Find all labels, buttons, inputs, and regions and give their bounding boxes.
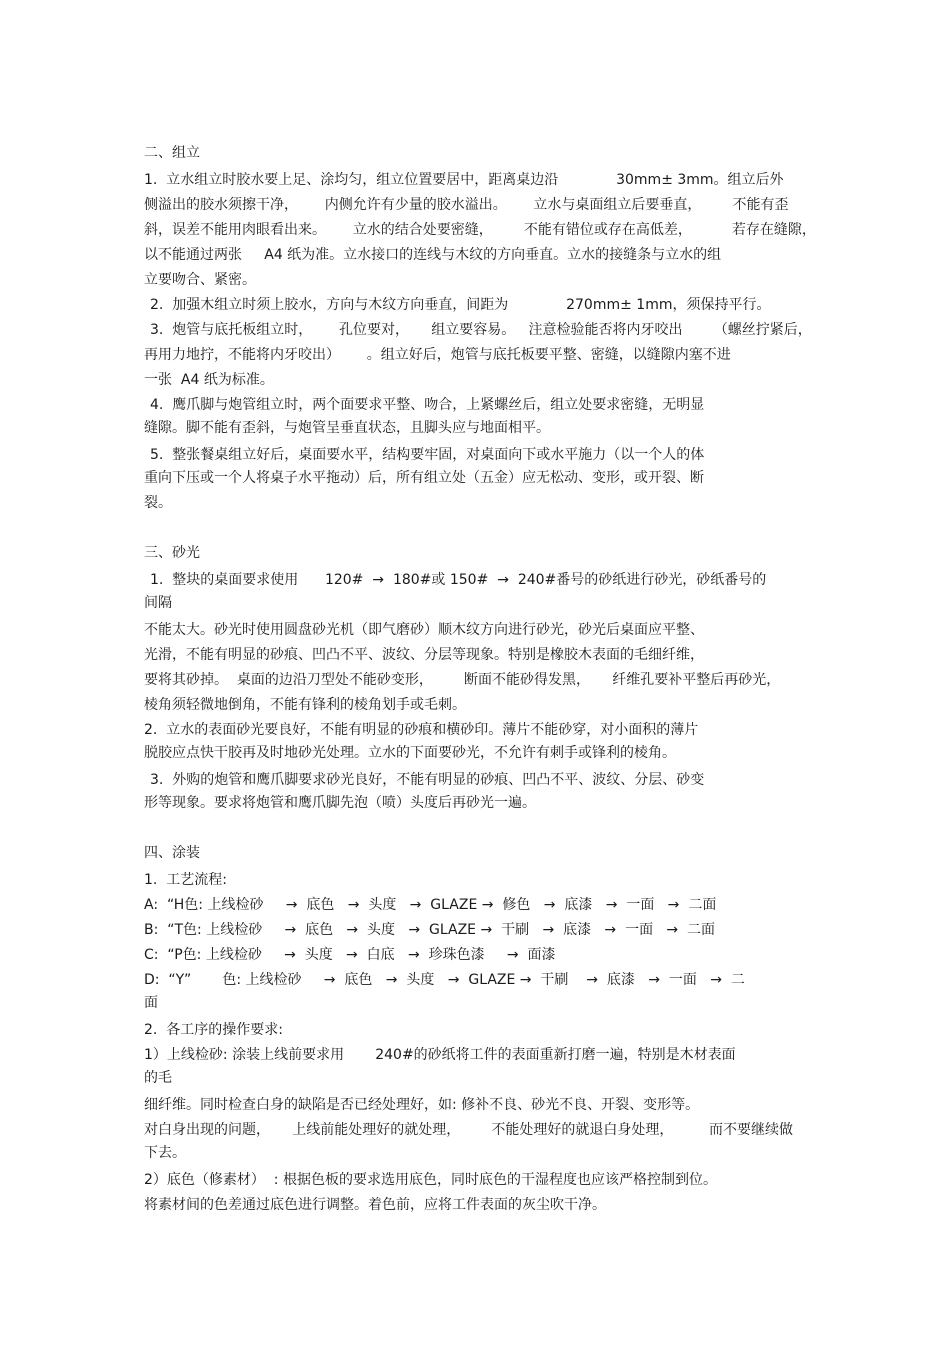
paragraph-line: 2）底色（修素材） : 根据色板的要求选用底色，同时底色的干湿程度也应该严格控制到位。 — [144, 1172, 717, 1188]
paragraph-line: 斜，误差不能用肉眼看出来。 立水的结合处要密缝， 不能有错位或存在高低差， 若存在缝隙， — [144, 222, 816, 238]
paragraph-line: 一张 A4 纸为标准。 — [144, 372, 274, 388]
paragraph-line: 重向下压或一个人将桌子水平拖动）后，所有组立处（五金）应无松动、变形，或开裂、断 — [144, 470, 704, 486]
process-line-b: B: “T色: 上线检砂 → 底色 → 头度 → GLAZE → 干刷 → 底漆 → 一面 → 二面 — [144, 922, 716, 938]
paragraph-line: 3. 外购的炮管和鹰爪脚要求砂光良好，不能有明显的砂痕、凹凸不平、波纹、分层、砂变 — [150, 772, 705, 788]
paragraph-line: 1. 整块的桌面要求使用 120# → 180#或 150# → 240#番号的砂纸进行砂光，砂纸番号的 — [150, 572, 767, 588]
paragraph-line: 立要吻合、紧密。 — [144, 272, 256, 288]
paragraph-line: 间隔 — [144, 595, 172, 611]
paragraph-line: 面 — [144, 995, 158, 1011]
paragraph-line: 2. 加强木组立时须上胶水，方向与木纹方向垂直，间距为 270mm± 1mm，须保持平行。 — [150, 297, 771, 313]
paragraph-line: 棱角须轻微地倒角，不能有锋利的棱角划手或毛刺。 — [144, 697, 466, 713]
paragraph-line: 下去。 — [144, 1145, 186, 1161]
paragraph-line: 不能太大。砂光时使用圆盘砂光机（即气磨砂）顺木纹方向进行砂光，砂光后桌面应平整、 — [144, 622, 704, 638]
paragraph-line: 1. 立水组立时胶水要上足、涂均匀，组立位置要居中，距离桌边沿 30mm± 3mm。组立后外 — [144, 172, 784, 188]
paragraph-line: 3. 炮管与底托板组立时， 孔位要对， 组立要容易。 注意检验能否将内牙咬出 （螺丝拧紧后， — [150, 322, 812, 338]
paragraph-line: 侧溢出的胶水须擦干净， 内侧允许有少量的胶水溢出。 立水与桌面组立后要垂直， 不能有歪 — [144, 197, 789, 213]
section-heading-coating: 四、涂装 — [144, 845, 200, 861]
paragraph-line: 4. 鹰爪脚与炮管组立时，两个面要求平整、吻合，上紧螺丝后，组立处要求密缝，无明显 — [150, 397, 705, 413]
paragraph-line: 1. 工艺流程: — [144, 872, 227, 888]
paragraph-line: 2. 立水的表面砂光要良好，不能有明显的砂痕和横砂印。薄片不能砂穿，对小面积的薄片 — [144, 722, 699, 738]
paragraph-line: 光滑，不能有明显的砂痕、凹凸不平、波纹、分层等现象。特别是橡胶木表面的毛细纤维， — [144, 647, 704, 663]
paragraph-line: 裂。 — [144, 495, 172, 511]
section-heading-assembly: 二、组立 — [144, 145, 200, 161]
paragraph-line: 缝隙。脚不能有歪斜，与炮管呈垂直状态，且脚头应与地面相平。 — [144, 420, 550, 436]
paragraph-line: 再用力地拧，不能将内牙咬出） 。组立好后，炮管与底托板要平整、密缝，以缝隙内塞不进 — [144, 347, 731, 363]
paragraph-line: 1）上线检砂: 涂装上线前要求用 240#的砂纸将工件的表面重新打磨一遍，特别是木材表面 — [144, 1047, 736, 1063]
paragraph-line: 5. 整张餐桌组立好后，桌面要水平，结构要牢固，对桌面向下或水平施力（以一个人的体 — [150, 447, 705, 463]
paragraph-line: 对白身出现的问题， 上线前能处理好的就处理， 不能处理好的就退白身处理， 而不要继续做 — [144, 1122, 794, 1138]
process-line-d: D: “Y” 色: 上线检砂 → 底色 → 头度 → GLAZE → 干刷 → 底漆 → 一面 → 二 — [144, 972, 745, 988]
paragraph-line: 将素材间的色差通过底色进行调整。着色前，应将工件表面的灰尘吹干净。 — [144, 1197, 606, 1213]
section-heading-sanding: 三、砂光 — [144, 545, 200, 561]
paragraph-line: 以不能通过两张 A4 纸为准。立水接口的连线与木纹的方向垂直。立水的接缝条与立水的组 — [144, 247, 722, 263]
paragraph-line: 形等现象。要求将炮管和鹰爪脚先泡（喷）头度后再砂光一遍。 — [144, 795, 536, 811]
paragraph-line: 细纤维。同时检查白身的缺陷是否已经处理好，如: 修补不良、砂光不良、开裂、变形等。 — [144, 1097, 700, 1113]
paragraph-line: 脱胶应点快干胶再及时地砂光处理。立水的下面要砂光，不允许有刺手或锋利的棱角。 — [144, 745, 676, 761]
process-line-a: A: “H色: 上线检砂 → 底色 → 头度 → GLAZE → 修色 → 底漆 → 一面 → 二面 — [144, 897, 717, 913]
paragraph-line: 2. 各工序的操作要求: — [144, 1022, 283, 1038]
paragraph-line: 要将其砂掉。 桌面的边沿刀型处不能砂变形， 断面不能砂得发黑， 纤维孔要补平整后再砂光， — [144, 672, 781, 688]
process-line-c: C: “P色: 上线检砂 → 头度 → 白底 → 珍珠色漆 → 面漆 — [144, 947, 556, 963]
paragraph-line: 的毛 — [144, 1070, 172, 1086]
